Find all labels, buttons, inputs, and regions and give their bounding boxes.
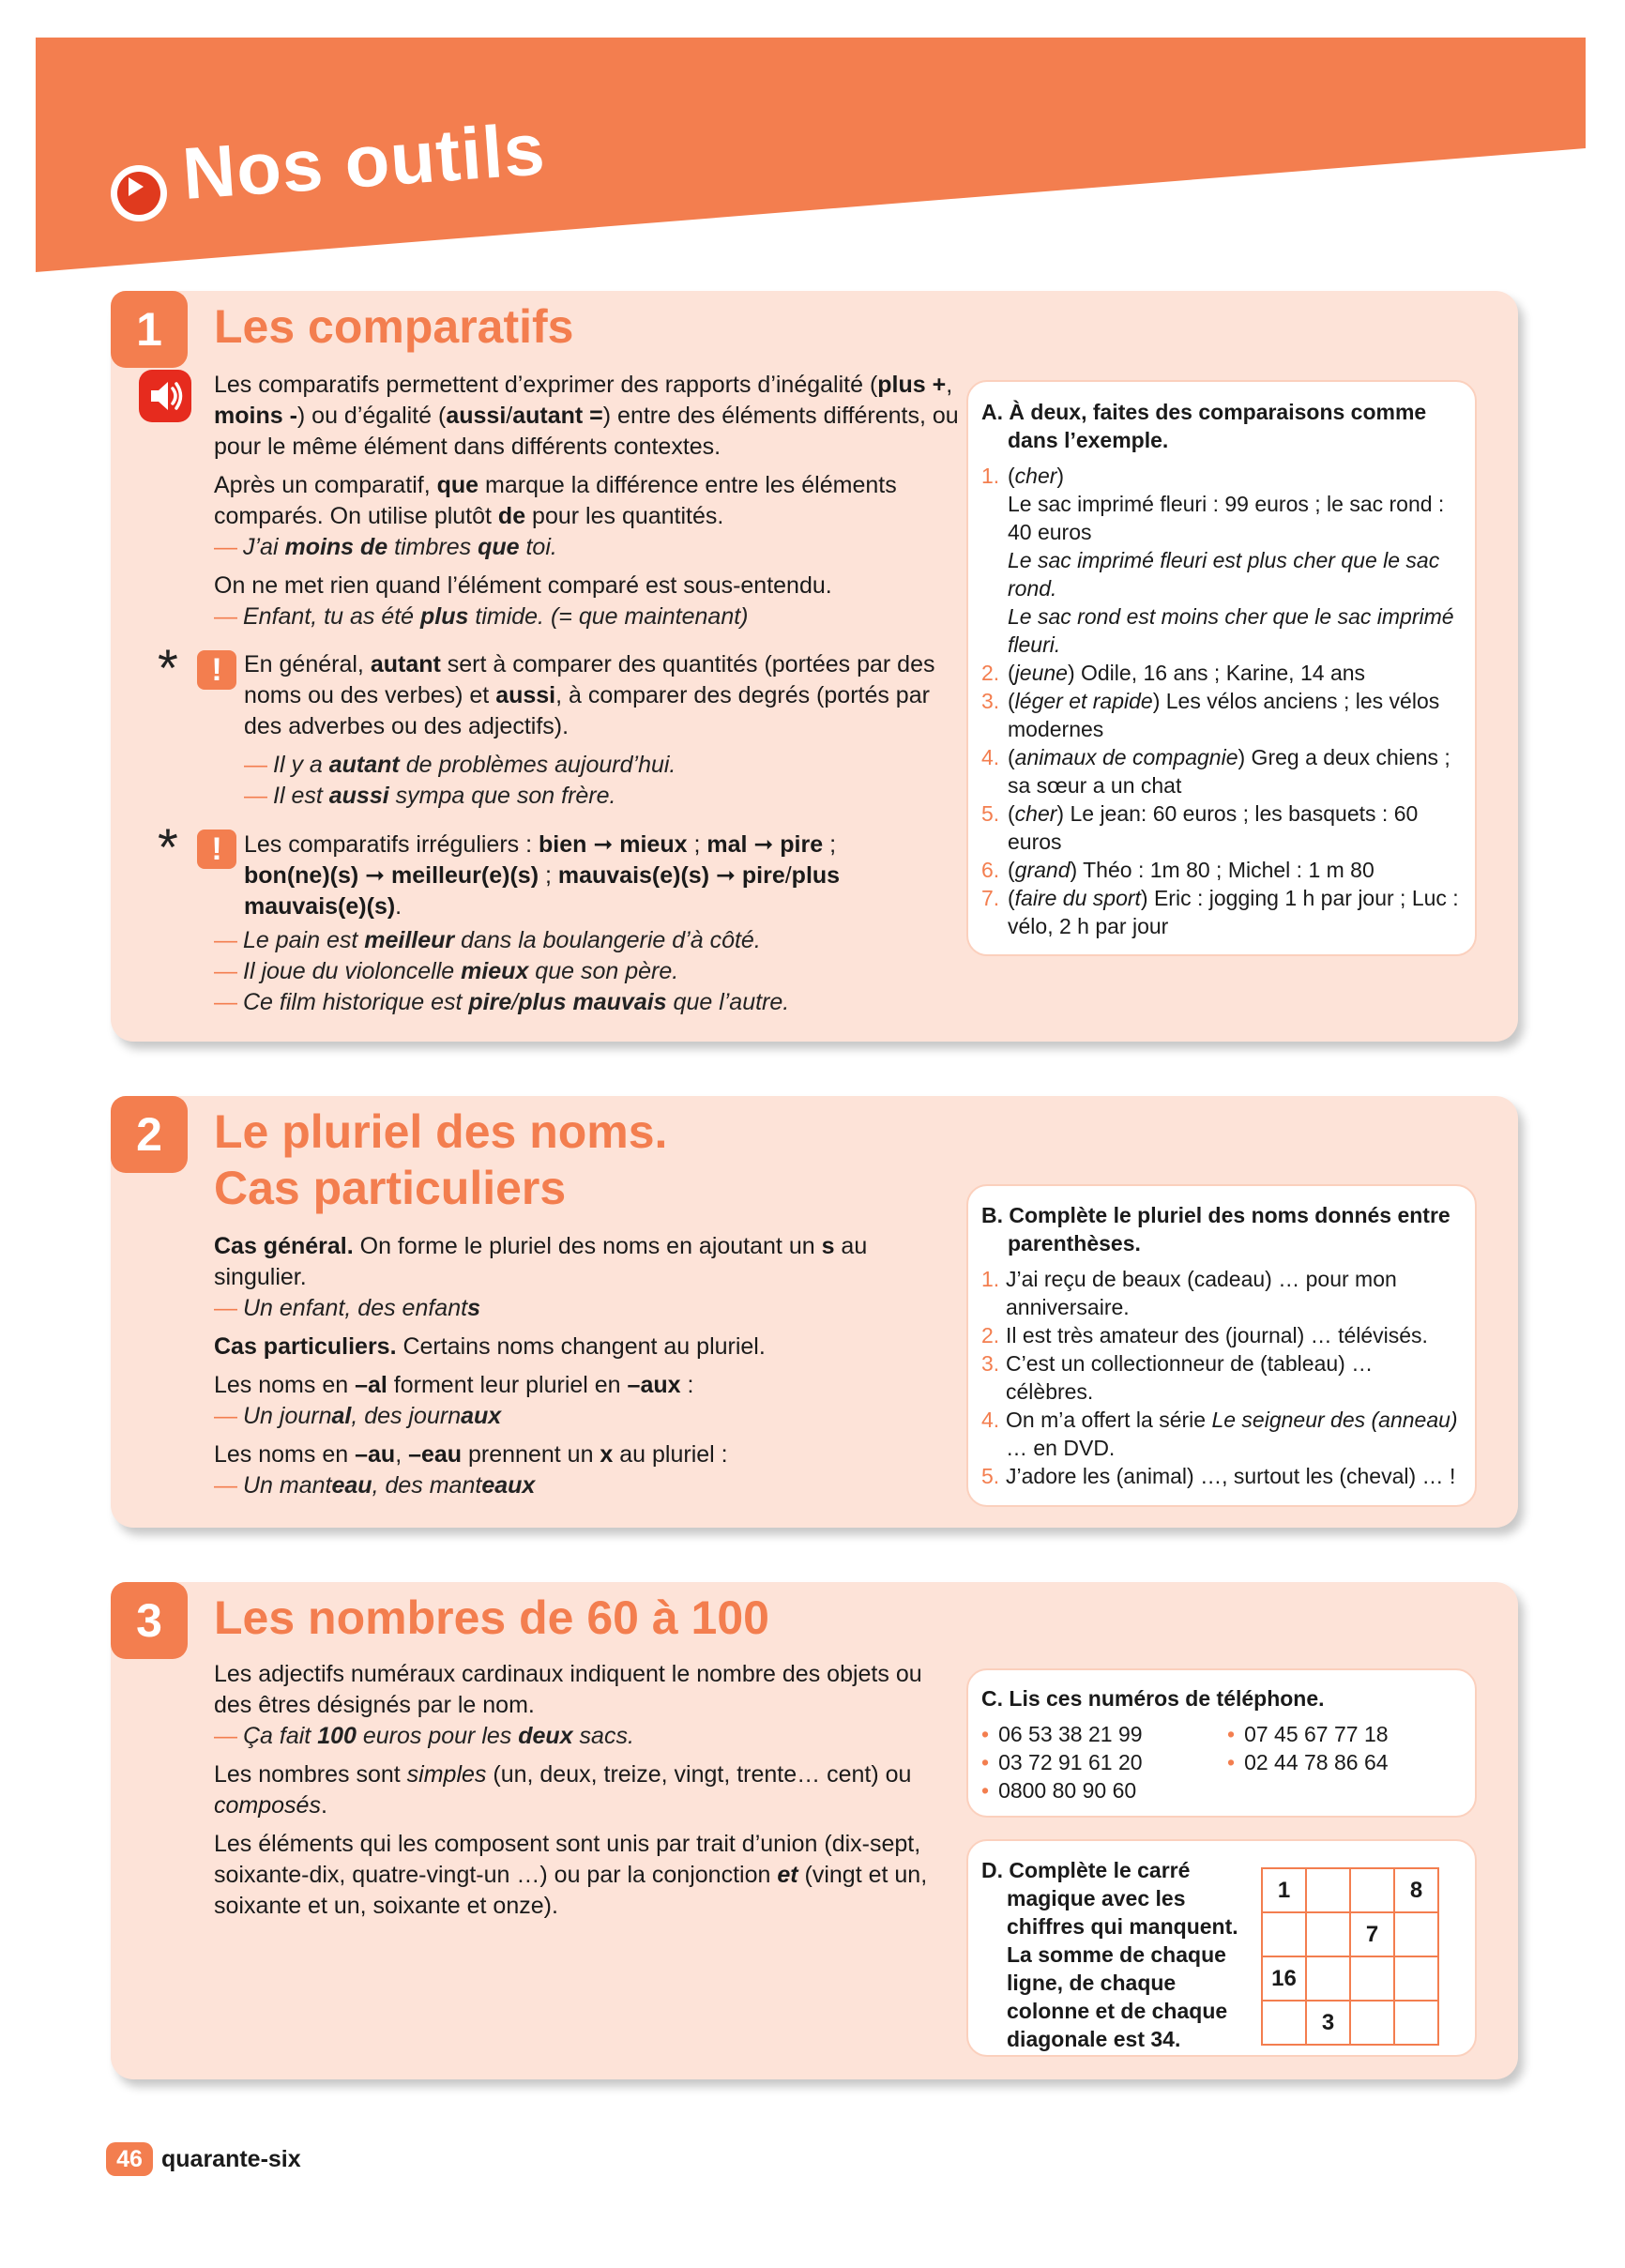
exercise-c: [981, 1684, 1465, 1809]
exercise-item: 1. J’ai reçu de beaux (cadeau) … pour mon anniversaire.: [981, 1267, 1397, 1319]
exercise-b: [981, 1201, 1465, 1490]
exercise-item: 2. Il est très amateur des (journal) … télévisés.: [981, 1323, 1428, 1347]
exercise-item: 4. (animaux de compagnie) Greg a deux chiens ; sa sœur a un chat: [981, 745, 1450, 798]
grid-cell-empty[interactable]: [1394, 2001, 1438, 2045]
phone-number: • 02 44 78 86 64: [1227, 1750, 1389, 1774]
example-line: — Ce film historique est pire/plus mauvais que l’autre.: [214, 989, 790, 1015]
asterisk-icon: *: [158, 638, 178, 697]
warning-icon: !: [197, 650, 236, 690]
exercise-item: 3. C’est un collectionneur de (tableau) … célèbres.: [981, 1351, 1374, 1404]
example-line: — Un journal, des journaux: [214, 1403, 502, 1429]
grid-cell-given: 8: [1394, 1868, 1438, 1912]
grid-cell-given: 3: [1306, 2001, 1350, 2045]
example-line: — Il joue du violoncelle mieux que son père.: [214, 958, 679, 984]
exercise-item: 7. (faire du sport) Eric : jogging 1 h par jour ; Luc : vélo, 2 h par jour: [981, 886, 1459, 938]
phone-number: • 0800 80 90 60: [981, 1778, 1137, 1803]
irreguliers-examples: [214, 925, 964, 1018]
page-title: Nos outils: [179, 107, 548, 216]
exercise-a: [981, 398, 1465, 940]
exercise-item: 5. J’adore les (animal) …, surtout les (cheval) … !: [981, 1464, 1456, 1488]
example-line: — Enfant, tu as été plus timide. (= que maintenant): [214, 603, 749, 630]
example-line: — Un manteau, des manteaux: [214, 1472, 536, 1499]
grid-cell-empty[interactable]: [1262, 1912, 1306, 1956]
grid-cell-empty[interactable]: [1306, 1956, 1350, 2001]
phone-list-left: [981, 1720, 1143, 1804]
grid-cell-given: 1: [1262, 1868, 1306, 1912]
comparatifs-que-de: Après un comparatif, que marque la différence entre les éléments comparés. On utilise plutôt de pour les quantités.: [214, 472, 897, 529]
section-title: Les nombres de 60 à 100: [214, 1591, 769, 1644]
speaker-icon[interactable]: [139, 370, 191, 422]
grid-cell-empty[interactable]: [1350, 1868, 1394, 1912]
grid-cell-empty[interactable]: [1306, 1912, 1350, 1956]
section-number: 3: [111, 1582, 188, 1659]
section-number: 1: [111, 291, 188, 368]
exercise-item: 2. (jeune) Odile, 16 ans ; Karine, 14 ans: [981, 661, 1366, 685]
exercise-b-title: B. Complète le pluriel des noms donnés entre parenthèses.: [981, 1203, 1450, 1256]
example-line: — Ça fait 100 euros pour les deux sacs.: [214, 1723, 634, 1749]
exercise-item: 1. (cher) Le sac imprimé fleuri : 99 euros ; le sac rond : 40 euros Le sac imprimé fleuri est plus cher que le sac rond. Le sac rond est moins cher que le sac imprimé fleuri.: [981, 464, 1454, 657]
phone-number: • 03 72 91 61 20: [981, 1750, 1143, 1774]
grid-cell-empty[interactable]: [1394, 1912, 1438, 1956]
example-line: — Un enfant, des enfants: [214, 1295, 480, 1321]
grid-cell-empty[interactable]: [1350, 1956, 1394, 2001]
exercise-item: 4. On m’a offert la série Le seigneur des (anneau) … en DVD.: [981, 1408, 1458, 1460]
phone-number: • 06 53 38 21 99: [981, 1722, 1143, 1746]
exercise-item: 6. (grand) Théo : 1m 80 ; Michel : 1 m 80: [981, 858, 1374, 882]
grid-cell-given: 7: [1350, 1912, 1394, 1956]
comparatifs-sous-entendu: On ne met rien quand l’élément comparé est sous-entendu.: [214, 572, 832, 599]
phone-list-right: [1227, 1720, 1389, 1776]
exercise-item: 3. (léger et rapide) Les vélos anciens ; les vélos modernes: [981, 689, 1440, 741]
phone-number: • 07 45 67 77 18: [1227, 1722, 1389, 1746]
nombres-body: Les adjectifs numéraux cardinaux indiquent le nombre des objets ou des êtres désignés par le nom. — Ça fait 100 euros pour les deux sacs. Les nombres sont simples (un, deux, treize, vingt, trente… cent) ou composés. Les éléments qui les composent sont unis par trait d’union (dix-sept, soixante-dix, quatre-vingt-un …) ou par la conjonction et (vingt et un, soixante et un, soixante et onze).: [214, 1659, 955, 1922]
play-icon: [111, 165, 167, 221]
warning-irreguliers: Les comparatifs irréguliers : bien ➞ mieux ; mal ➞ pire ; bon(ne)(s) ➞ meilleur(e)(s) ; mauvais(e)(s) ➞ pire/plus mauvais(e)(s).: [244, 831, 841, 920]
page-number-word: quarante-six: [161, 2146, 301, 2172]
example-line: — Le pain est meilleur dans la boulangerie d’à côté.: [214, 927, 761, 953]
exercise-a-list: [981, 462, 1465, 940]
grid-cell-empty[interactable]: [1306, 1868, 1350, 1912]
grid-cell-given: 16: [1262, 1956, 1306, 2001]
exercise-d: [981, 1856, 1263, 2053]
section-title: Les comparatifs: [214, 300, 574, 353]
section-number: 2: [111, 1096, 188, 1173]
grid-cell-empty[interactable]: [1262, 2001, 1306, 2045]
comparatifs-body: [214, 370, 964, 632]
example-line: — Il est aussi sympa que son frère.: [244, 783, 616, 809]
warning-icon: !: [197, 830, 236, 869]
page-number-badge: 46: [106, 2142, 153, 2176]
exercise-c-title: C. Lis ces numéros de téléphone.: [981, 1686, 1325, 1711]
exercise-a-title: A. À deux, faites des comparaisons comme dans l’exemple.: [981, 400, 1427, 452]
comparatifs-intro: Les comparatifs permettent d’exprimer des rapports d’inégalité (plus +, moins -) ou d’égalité (aussi/autant =) entre des éléments différents, ou pour le même élément dans différents contextes.: [214, 372, 959, 460]
example-line: — J’ai moins de timbres que toi.: [214, 534, 557, 560]
magic-square-grid: [1261, 1867, 1439, 2046]
grid-cell-empty[interactable]: [1350, 2001, 1394, 2045]
exercise-item: 5. (cher) Le jean: 60 euros ; les basquets : 60 euros: [981, 801, 1419, 854]
exercise-b-list: [981, 1265, 1465, 1490]
asterisk-icon: *: [158, 817, 178, 876]
warning-autant-aussi: En général, autant sert à comparer des quantités (portées par des noms ou des verbes) et aussi, à comparer des degrés (portés par des adverbes ou des adjectifs). — Il y a autant de problèmes aujourd’hui. — Il est aussi sympa que son frère.: [244, 649, 966, 812]
section-title: Le pluriel des noms. Cas particuliers: [214, 1105, 668, 1214]
exercise-d-title: D. Complète le carré magique avec les chiffres qui manquent. La somme de chaque ligne, de chaque colonne et de chaque diagonale est 34.: [981, 1858, 1238, 2051]
pluriel-body: Cas général. On forme le pluriel des noms en ajoutant un s au singulier. — Un enfant, des enfants Cas particuliers. Certains noms changent au pluriel. Les noms en –al forment leur pluriel en –aux : — Un journal, des journaux Les noms en –au, –eau prennent un x au pluriel : — Un manteau, des manteaux: [214, 1231, 955, 1501]
example-line: — Il y a autant de problèmes aujourd’hui.: [244, 752, 676, 778]
grid-cell-empty[interactable]: [1394, 1956, 1438, 2001]
